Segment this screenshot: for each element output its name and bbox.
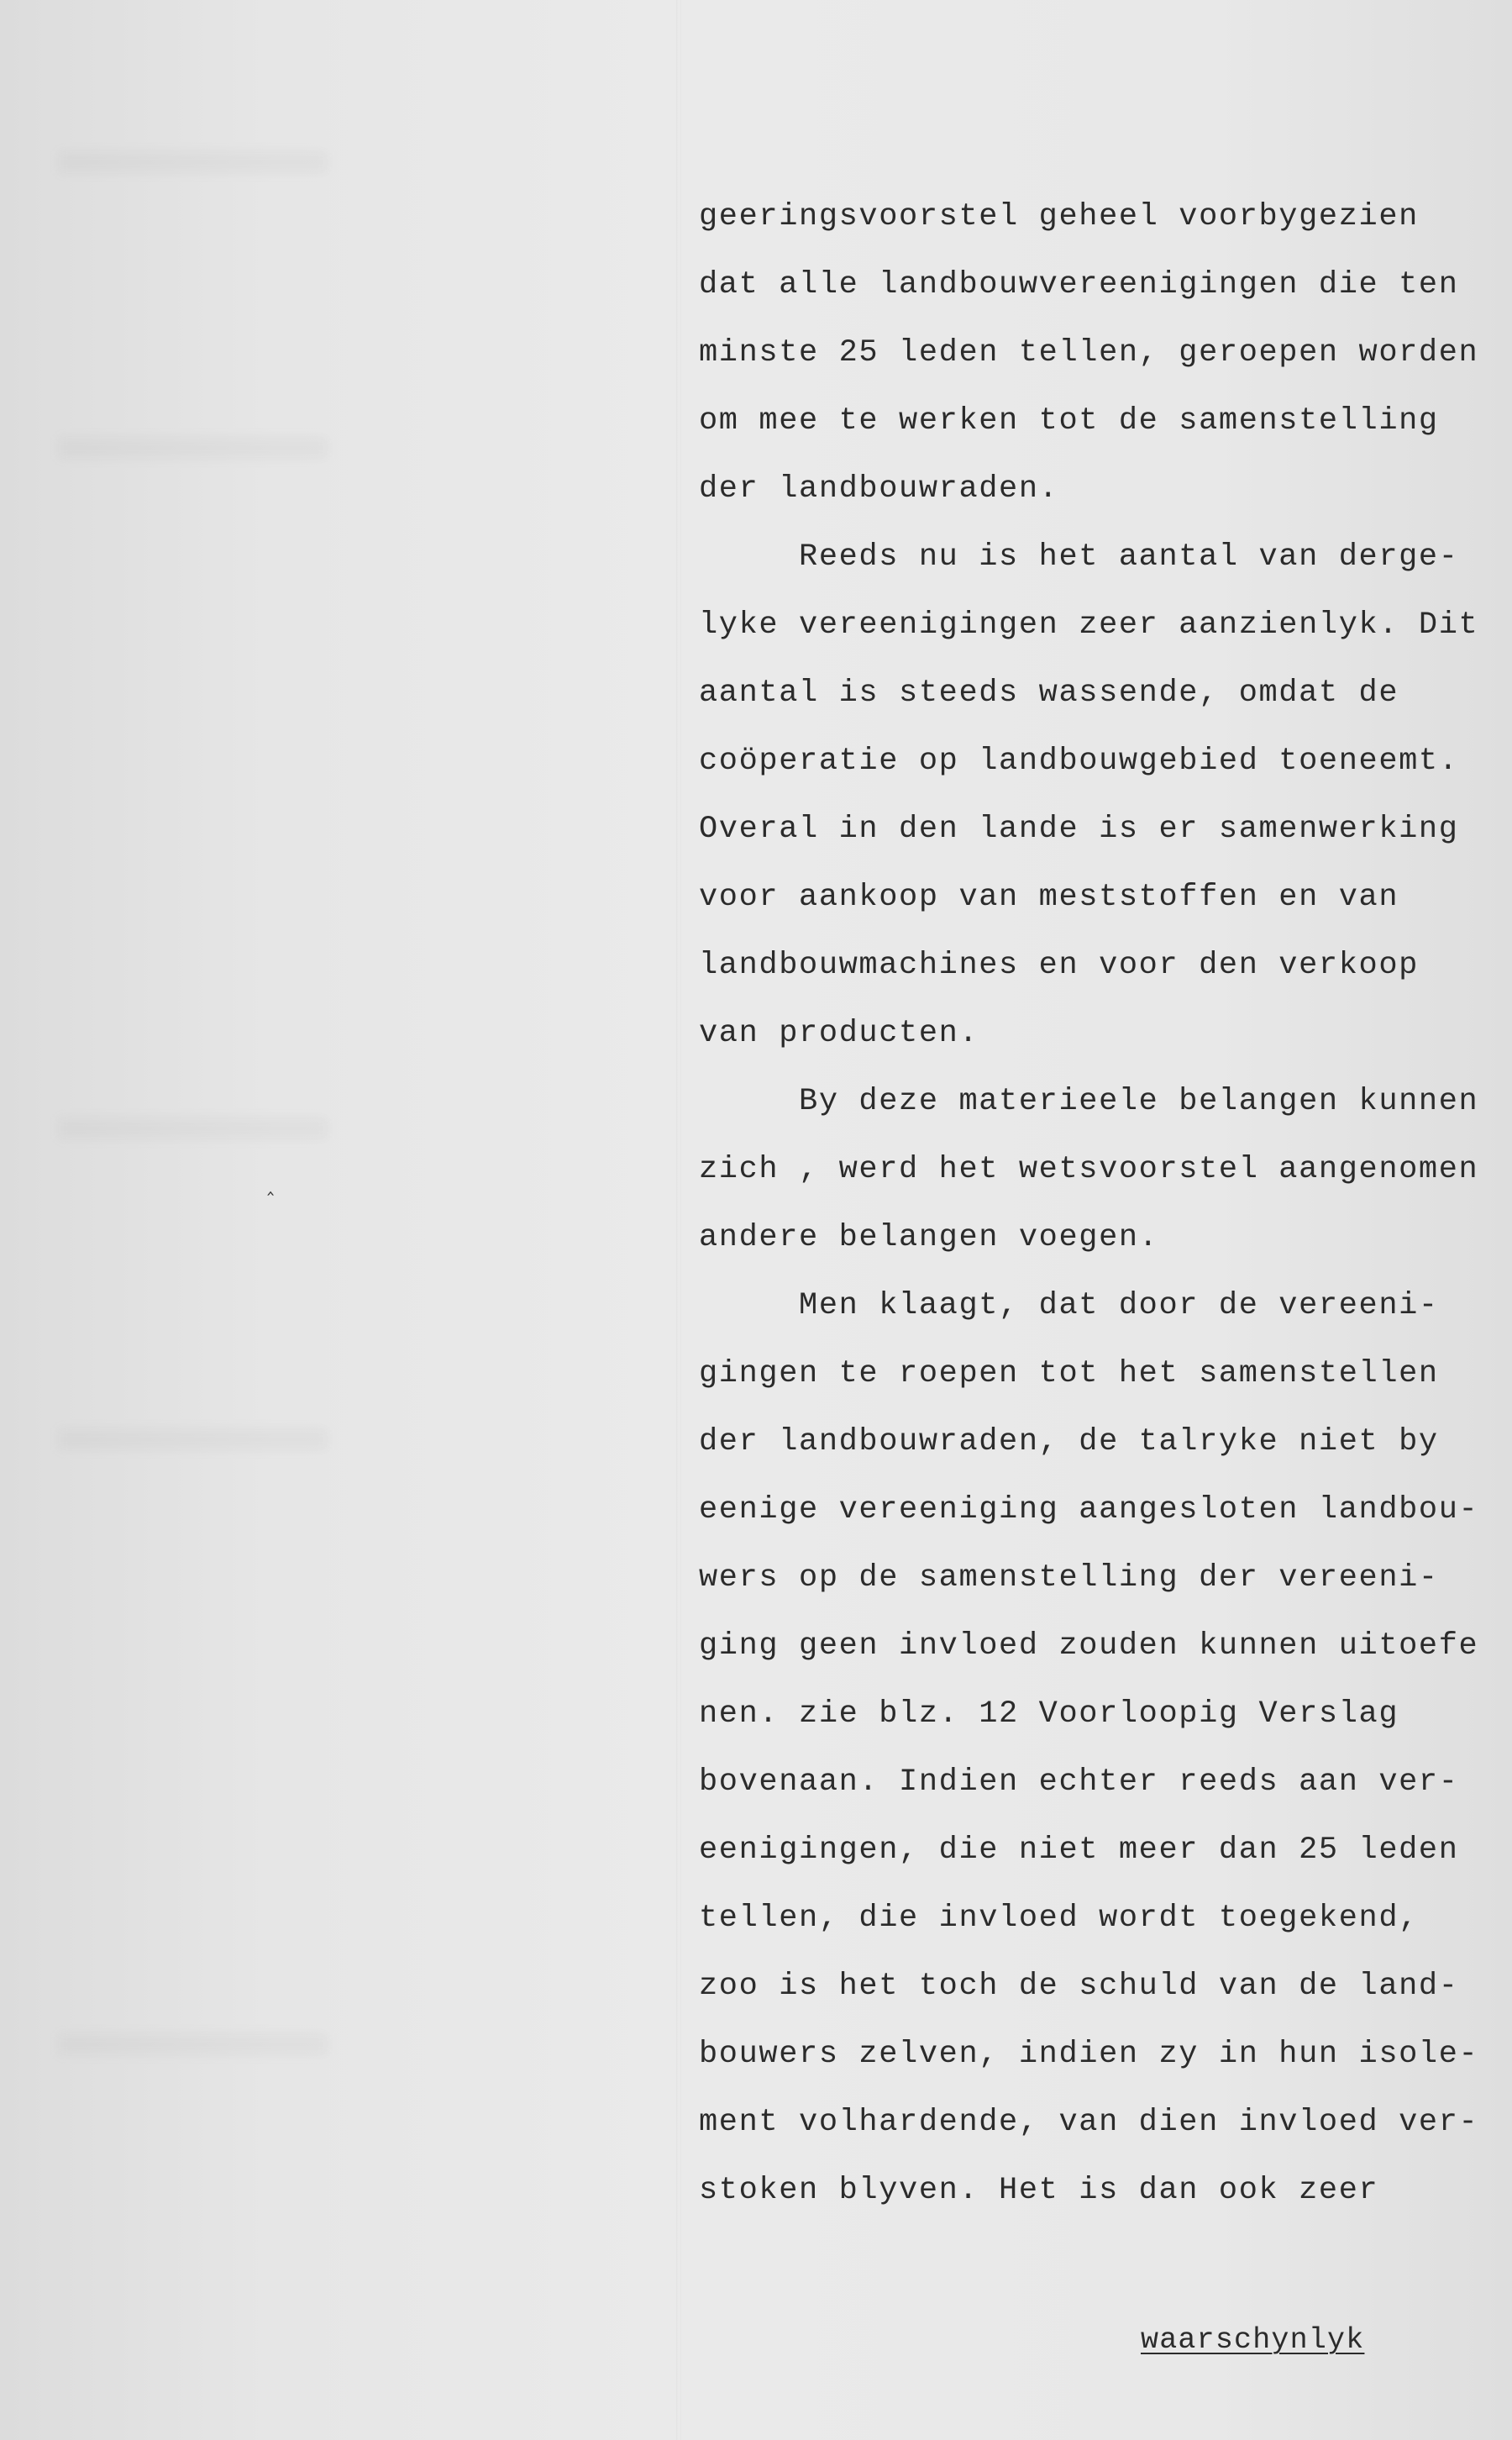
text-line: bovenaan. Indien echter reeds aan ver- (699, 1764, 1459, 1800)
text-line: Overal in den lande is er samenwerking (699, 812, 1459, 847)
text-line: andere belangen voegen. (699, 1220, 1159, 1255)
text-line: tellen, die invloed wordt toegekend, (699, 1901, 1419, 1936)
bleed-through-shadow (59, 1428, 328, 1450)
text-line: wers op de samenstelling der vereeni- (699, 1560, 1439, 1596)
text-line: geeringsvoorstel geheel voorbygezien (699, 199, 1419, 234)
text-line: landbouwmachines en voor den verkoop (699, 948, 1419, 983)
text-line: eenigingen, die niet meer dan 25 leden (699, 1833, 1459, 1868)
bleed-through-shadow (59, 151, 328, 173)
catchword: waarschynlyk (1141, 2323, 1365, 2357)
bleed-through-shadow (59, 437, 328, 459)
text-line: zoo is het toch de schuld van de land- (699, 1969, 1459, 2004)
text-line: ment volhardende, van dien invloed ver- (699, 2105, 1479, 2140)
text-line: van producten. (699, 1016, 979, 1051)
text-line: minste 25 leden tellen, geroepen worden (699, 335, 1479, 371)
text-line: voor aankoop van meststoffen en van (699, 880, 1399, 915)
text-line: om mee te werken tot de samenstelling (699, 403, 1439, 439)
margin-insertion-mark: ‸ (267, 1175, 275, 1197)
page-fold (676, 0, 681, 2440)
text-line: bouwers zelven, indien zy in hun isole- (699, 2037, 1479, 2072)
text-line: nen. zie blz. 12 Voorloopig Verslag (699, 1696, 1399, 1732)
text-line: zich , werd het wetsvoorstel aangenomen (699, 1152, 1479, 1187)
text-line: der landbouwraden, de talryke niet by (699, 1424, 1439, 1459)
text-line: stoken blyven. Het is dan ook zeer (699, 2173, 1379, 2208)
text-line: gingen te roepen tot het samenstellen (699, 1356, 1439, 1391)
text-line: eenige vereeniging aangesloten landbou- (699, 1492, 1479, 1528)
text-line: aantal is steeds wassende, omdat de (699, 676, 1399, 711)
text-line: der landbouwraden. (699, 471, 1059, 507)
text-line: Reeds nu is het aantal van derge- (699, 539, 1459, 575)
text-line: coöperatie op landbouwgebied toeneemt. (699, 744, 1459, 779)
bleed-through-shadow (59, 2033, 328, 2055)
bleed-through-shadow (59, 1117, 328, 1139)
text-line: By deze materieele belangen kunnen (699, 1084, 1479, 1119)
text-line: dat alle landbouwvereenigingen die ten (699, 267, 1459, 302)
text-line: ging geen invloed zouden kunnen uitoefe (699, 1628, 1479, 1664)
text-line: Men klaagt, dat door de vereeni- (699, 1288, 1439, 1323)
text-line: lyke vereenigingen zeer aanzienlyk. Dit (699, 607, 1479, 643)
